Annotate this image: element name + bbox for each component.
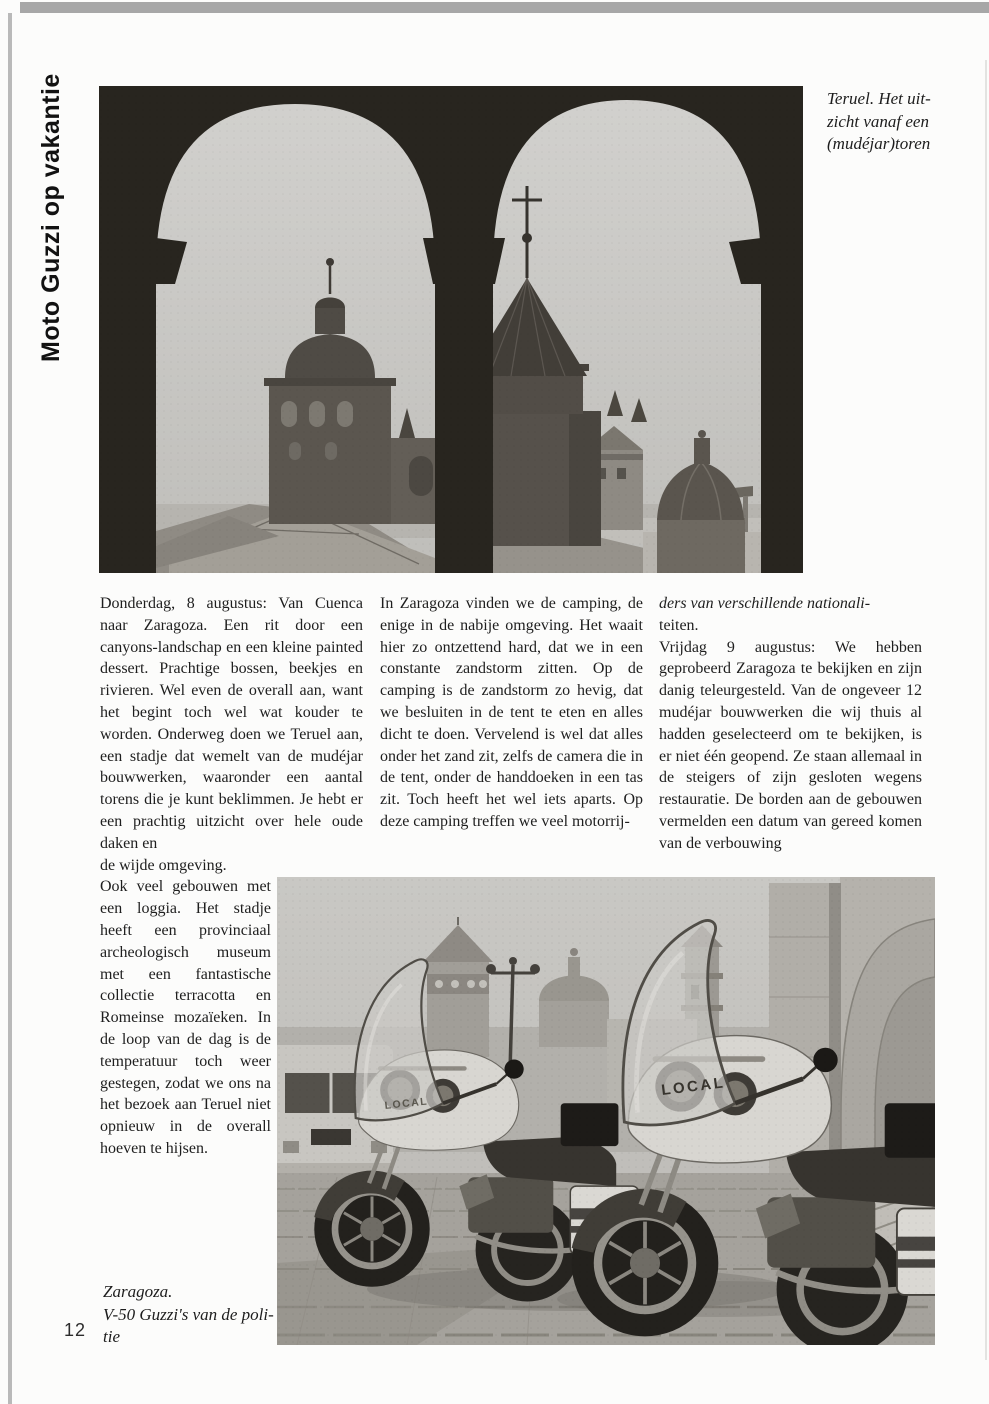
page-number: 12 [64,1320,87,1340]
caption-line: zicht vanaf een [827,111,929,131]
continuation-rest: teiten. [659,616,699,634]
scan-edge-right [985,60,987,1360]
caption-line: Zaragoza. [103,1282,173,1301]
paragraph: In Zaragoza vinden we de camping, de enige in de nabije omgeving. Het waait hier zo ontzettend hard, dat we in een constante zandstorm zitten. Op de camping is de zandstorm zo hevig, dat we besluiten in de tent te eten en alles dicht te doen. Vervelend is wel dat alles onder het zand zit, zelfs de camera die in de tent, onder de handdoeken in een tas zit. Toch heeft het wel iets aparts. Op deze camping treffen we veel motorrij- [380,595,643,830]
continuation-italic: ders van verschillende nationali- [659,595,871,612]
photo-grain [99,86,803,573]
paragraph [659,593,922,637]
scan-edge-top [20,2,989,13]
teruel-arches-photo [99,86,803,573]
scan-edge-left [8,13,12,1404]
caption-line: V-50 Guzzi's van de poli- [103,1304,274,1324]
local-windscreen-label-far: LOCAL [384,1095,429,1112]
local-windscreen-label: LOCAL [660,1074,727,1099]
bottom-photo-caption [103,1281,278,1349]
top-photo-caption [827,88,987,156]
vertical-section-title: Moto Guzzi op vakantie [37,73,65,362]
paragraph: Donderdag, 8 augustus: Van Cuenca naar Zaragoza. Een rit door een canyons-landschap en een kleine painted dessert. Prachtige bossen, beekjes en rivieren. Wel even de overall aan, want het begint toch wel wat kouder te worden. Onderweg doen we Teruel aan, een stadje dat wemelt van de mudéjar bouwwerken, waaronder een aantal torens die je kunt beklimmen. Je hebt er een prachtig uitzicht over hele oude daken en [100,595,363,852]
article-column-3 [659,593,922,855]
caption-line: (mudéjar)toren [827,134,931,153]
paragraph: Ook veel gebouwen met een loggia. Het stadje heeft een provinciaal archeologisch museum met een fantastische collectie terracotta en Romeinse mozaïeken. In de loop van de dag is de temperatuur toch weer gestegen, zodat we ons na het bezoek aan Teruel niet opnieuw in de overall hoeven te hijsen. [100,878,271,1157]
teruel-photo-illustration [99,86,803,573]
article-column-2 [380,593,643,833]
zaragoza-motorcycles-photo [277,877,935,1345]
photo-grain [277,877,935,1345]
caption-line: Teruel. Het uit- [827,89,931,108]
paragraph: de wijde omgeving. [100,856,227,874]
caption-line: tie [103,1327,120,1346]
paragraph: Vrijdag 9 augustus: We hebben geprobeerd Zaragoza te bekijken en zijn danig teleurgesteld. Van de ongeveer 12 mudéjar bouwwerken die wij thuis al hadden geselecteerd om te bekijken, is er niet één geopend. Ze staan allemaal in de steigers of zijn gesloten wegens restauratie. De borden aan de gebouwen vermelden een datum van gereed komen van de verbouwing [659,638,922,852]
police-motorcycles-illustration [277,877,935,1345]
column-1-narrow-wrap [100,855,271,1160]
